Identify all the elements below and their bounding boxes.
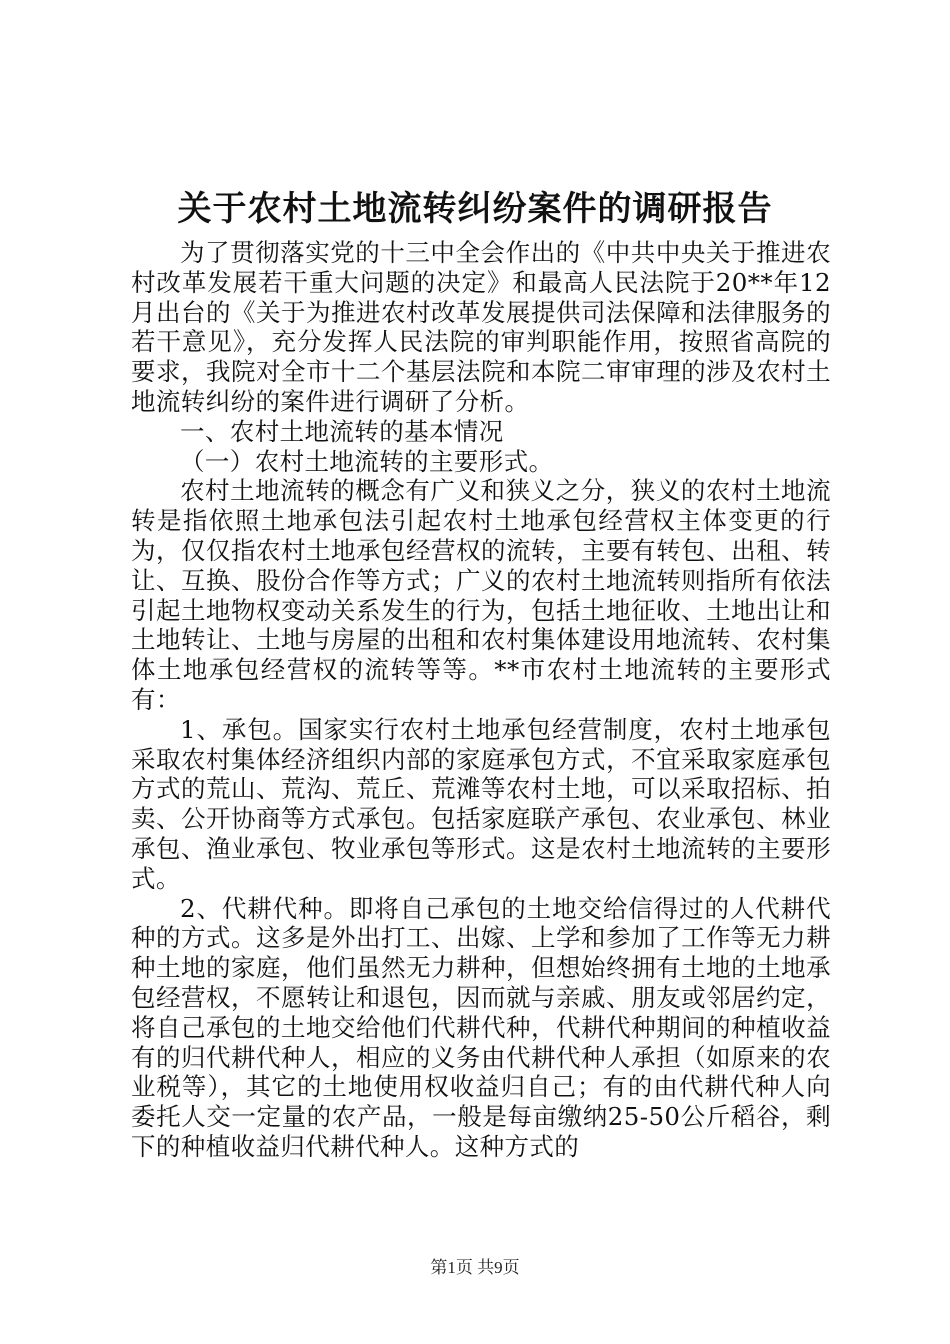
- section-heading: 一、农村土地流转的基本情况: [180, 416, 504, 446]
- document-body: [131, 238, 831, 1162]
- paragraph-proxy-farming: 2、代耕代种。即将自己承包的土地交给信得过的人代耕代种的方式。这多是外出打工、出嫁、上学和参加了工作等无力耕种土地的家庭，他们虽然无力耕种，但想始终拥有土地的土地承包经营权，不愿转让和退包，因而就与亲戚、朋友或邻居约定，将自己承包的土地交给他们代耕代种，代耕代种期间的种植收益有的归代耕代种人，相应的义务由代耕代种人承担（如原来的农业税等），其它的土地使用权收益归自己；有的由代耕代种人向委托人交一定量的农产品，一般是每亩缴纳25-50公斤稻谷，剩下的种植收益归代耕代种人。这种方式的: [131, 893, 831, 1161]
- page-title: 关于农村土地流转纠纷案件的调研报告: [177, 189, 773, 229]
- subsection-heading: （一）农村土地流转的主要形式。: [180, 446, 554, 476]
- paragraph-contracting: 1、承包。国家实行农村土地承包经营制度，农村土地承包采取农村集体经济组织内部的家庭承包方式，不宜采取家庭承包方式的荒山、荒沟、荒丘、荒滩等农村土地，可以采取招标、拍卖、公开协商等方式承包。包括家庭联产承包、农业承包、林业承包、渔业承包、牧业承包等形式。这是农村土地流转的主要形式。: [131, 714, 831, 893]
- paragraph-definition: 农村土地流转的概念有广义和狭义之分，狭义的农村土地流转是指依照土地承包法引起农村土地承包经营权主体变更的行为，仅仅指农村土地承包经营权的流转，主要有转包、出租、转让、互换、股份合作等方式；广义的农村土地流转则指所有依法引起土地物权变动关系发生的行为，包括土地征收、土地出让和土地转让、土地与房屋的出租和农村集体建设用地流转、农村集体土地承包经营权的流转等等。**市农村土地流转的主要形式有：: [131, 476, 831, 714]
- paragraph-intro: 为了贯彻落实党的十三中全会作出的《中共中央关于推进农村改革发展若干重大问题的决定》和最高人民法院于20**年12月出台的《关于为推进农村改革发展提供司法保障和法律服务的若干意见》，充分发挥人民法院的审判职能作用，按照省高院的要求，我院对全市十二个基层法院和本院二审审理的涉及农村土地流转纠纷的案件进行调研了分析。: [131, 238, 831, 416]
- page-number: 第1页 共9页: [430, 1258, 520, 1277]
